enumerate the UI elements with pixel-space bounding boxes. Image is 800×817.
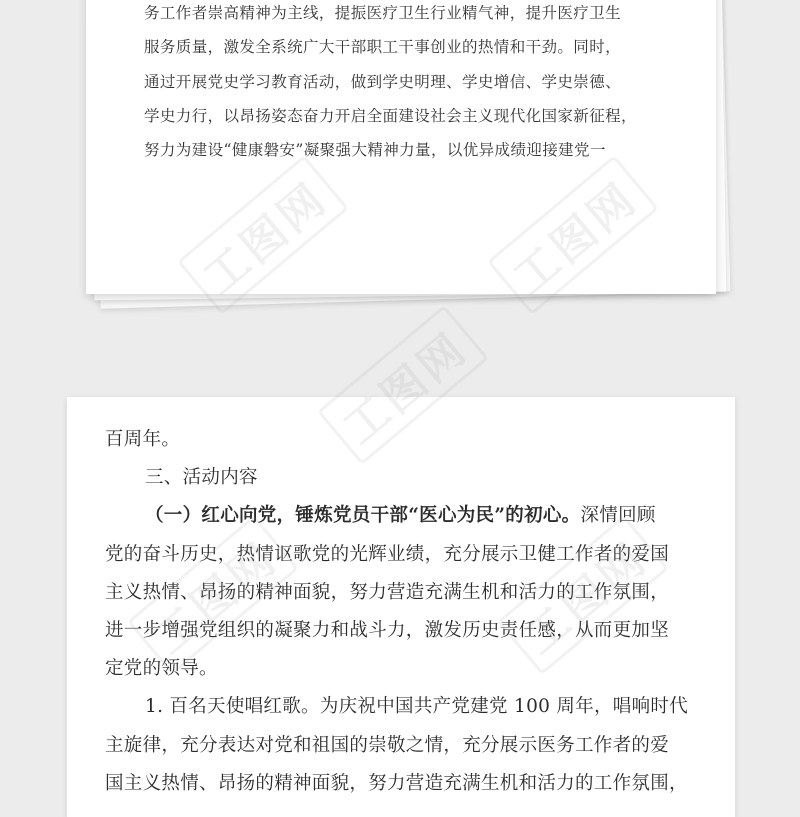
subsection-text: 深情回顾 bbox=[580, 505, 656, 527]
text-line: 服务质量，激发全系统广大干部职工干事创业的热情和干劲。同时， bbox=[144, 38, 622, 57]
text-line: 努力为建设“健康磐安”凝聚强大精神力量，以优异成绩迎接建党一 bbox=[144, 141, 606, 160]
list-item-first-line: 1. 百名天使唱红歌。为庆祝中国共产党建党 100 周年，唱响时代 bbox=[145, 696, 689, 718]
text-line: 学史力行，以昂扬姿态奋力开启全面建设社会主义现代化国家新征程， bbox=[144, 106, 637, 125]
text-line: 主义热情、昂扬的精神面貌，努力营造充满生机和活力的工作氛围， bbox=[105, 581, 670, 603]
text-line: 通过开展党史学习教育活动，做到学史明理、学史增信、学史崇德、 bbox=[144, 72, 622, 91]
text-line: 百周年。 bbox=[105, 429, 181, 450]
watermark: 工图网 bbox=[317, 305, 489, 465]
section-heading: 三、活动内容 bbox=[145, 467, 258, 489]
subsection-heading bbox=[105, 497, 705, 535]
subsection-title: （一）红心向党，锤炼党员干部“医心为民”的初心。 bbox=[145, 505, 581, 527]
text-line: 务工作者崇高精神为主线，提振医疗卫生行业精气神，提升医疗卫生 bbox=[144, 4, 622, 22]
page1-text bbox=[144, 0, 684, 167]
page2-text bbox=[105, 421, 705, 803]
text-line: 定党的领导。 bbox=[105, 658, 218, 680]
text-line: 国主义热情、昂扬的精神面貌，努力营造充满生机和活力的工作氛围， bbox=[105, 772, 688, 794]
text-line: 主旋律，充分表达对党和祖国的崇敬之情，充分展示医务工作者的爱 bbox=[105, 734, 670, 756]
document-page-1 bbox=[86, 0, 716, 294]
document-page-2 bbox=[67, 397, 735, 817]
text-line: 进一步增强党组织的凝聚力和战斗力，激发历史责任感，从而更加坚 bbox=[105, 619, 670, 641]
text-line: 党的奋斗历史，热情讴歌党的光辉业绩，充分展示卫健工作者的爱国 bbox=[105, 543, 670, 565]
